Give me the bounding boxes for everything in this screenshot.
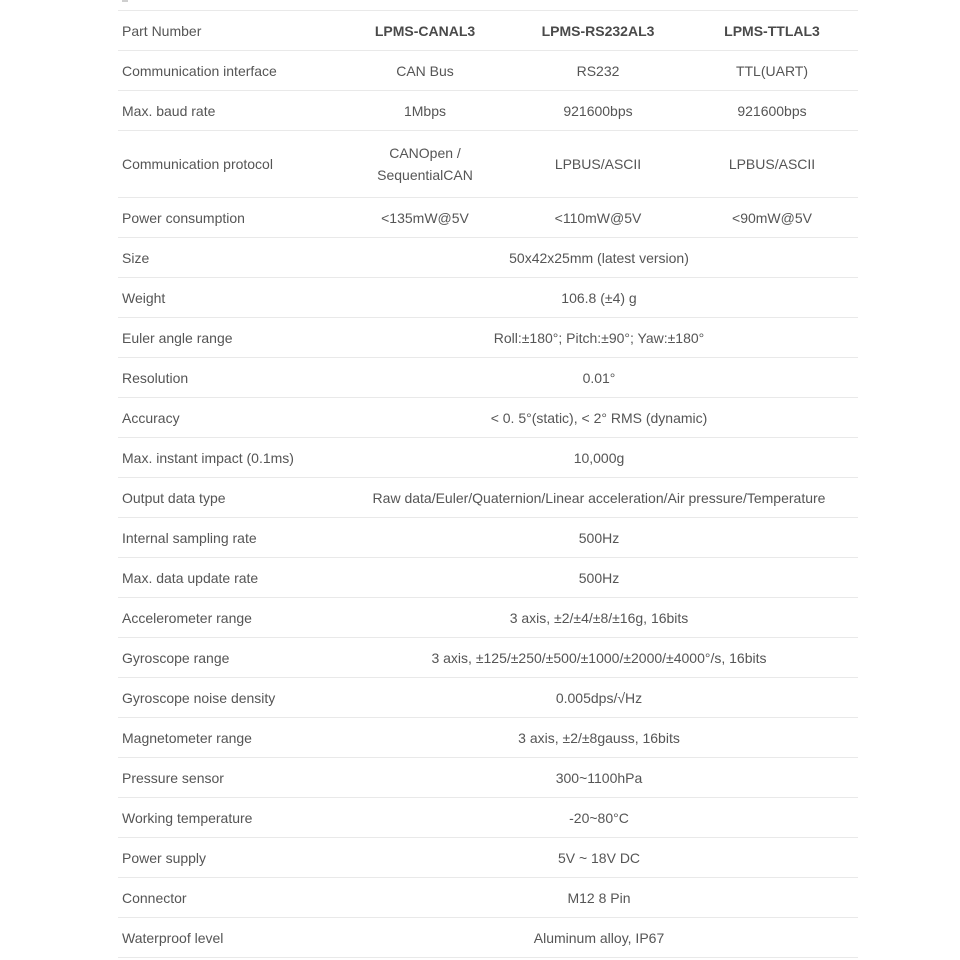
row-label: Max. baud rate: [122, 102, 216, 119]
row-value: < 0. 5°(static), < 2° RMS (dynamic): [490, 409, 708, 426]
row-value: 5V ~ 18V DC: [557, 849, 641, 866]
row-label: Power consumption: [122, 209, 245, 226]
table-row: [118, 358, 858, 398]
row-label: Magnetometer range: [122, 729, 252, 746]
row-value: 0.01°: [582, 369, 616, 386]
row-label: Euler angle range: [122, 329, 233, 346]
row-label: Max. data update rate: [122, 569, 259, 586]
row-value: <135mW@5V: [381, 209, 469, 226]
table-row: [118, 718, 858, 758]
model-name-rs232al3: LPMS-RS232AL3: [541, 22, 655, 39]
row-value: M12 8 Pin: [567, 889, 631, 906]
row-label: Gyroscope range: [122, 649, 230, 666]
row-label: Accelerometer range: [122, 609, 252, 626]
table-row: [118, 131, 858, 198]
table-row: [118, 438, 858, 478]
table-row: [118, 558, 858, 598]
row-value: Aluminum alloy, IP67: [533, 929, 665, 946]
row-label: Connector: [122, 889, 187, 906]
header-label: Part Number: [122, 22, 202, 39]
row-label: Waterproof level: [122, 929, 224, 946]
row-value: <110mW@5V: [554, 209, 642, 226]
row-label: Accuracy: [122, 409, 180, 426]
table-row: [118, 318, 858, 358]
table-row: [118, 878, 858, 918]
table-row: [118, 838, 858, 878]
table-row: [118, 278, 858, 318]
row-value: <90mW@5V: [732, 209, 812, 226]
row-value: 921600bps: [737, 102, 807, 119]
row-value: LPBUS/ASCII: [728, 156, 816, 172]
row-label: Max. instant impact (0.1ms): [122, 449, 294, 466]
row-value: 500Hz: [578, 529, 620, 546]
table-row: [118, 798, 858, 838]
table-row: [118, 678, 858, 718]
row-label: Power supply: [122, 849, 207, 866]
row-label: Output data type: [122, 489, 226, 506]
row-value: 3 axis, ±2/±4/±8/±16g, 16bits: [509, 609, 689, 626]
row-value: 0.005dps/√Hz: [555, 689, 643, 706]
table-row: [118, 638, 858, 678]
row-value: 500Hz: [578, 569, 620, 586]
row-label: Resolution: [122, 369, 189, 386]
row-value: Raw data/Euler/Quaternion/Linear acceleration/Air pressure/Temperature: [372, 489, 826, 506]
row-label: Gyroscope noise density: [122, 689, 276, 706]
row-value: 3 axis, ±2/±8gauss, 16bits: [518, 729, 680, 746]
row-label: Working temperature: [122, 809, 253, 826]
row-value: CAN Bus: [396, 62, 454, 79]
spec-table: [118, 10, 858, 958]
row-value: 106.8 (±4) g: [561, 289, 637, 306]
row-value: -20~80°C: [569, 809, 629, 826]
table-row: [118, 758, 858, 798]
table-row: [118, 91, 858, 131]
row-value: 300~1100hPa: [555, 769, 643, 786]
model-name-ttlal3: LPMS-TTLAL3: [724, 22, 820, 39]
row-value: 1Mbps: [403, 102, 447, 119]
row-label: Pressure sensor: [122, 769, 224, 786]
page-top-edge-mark: [122, 0, 128, 2]
table-row: [118, 478, 858, 518]
row-value: LPBUS/ASCII: [554, 156, 642, 172]
row-value: 10,000g: [573, 449, 625, 466]
table-row: [118, 598, 858, 638]
row-label: Size: [122, 249, 150, 266]
row-label: Communication interface: [122, 62, 277, 79]
row-value: CANOpen / SequentialCAN: [377, 145, 473, 183]
row-value: 921600bps: [563, 102, 633, 119]
row-label: Communication protocol: [122, 156, 273, 172]
model-name-canal3: LPMS-CANAL3: [374, 22, 476, 39]
table-row: [118, 918, 858, 958]
table-row: [118, 198, 858, 238]
table-row: [118, 51, 858, 91]
row-value: 50x42x25mm (latest version): [509, 249, 689, 266]
table-header-row: [118, 11, 858, 51]
table-row: [118, 238, 858, 278]
row-label: Weight: [122, 289, 166, 306]
table-row: [118, 398, 858, 438]
row-value: Roll:±180°; Pitch:±90°; Yaw:±180°: [493, 329, 705, 346]
row-value: TTL(UART): [735, 62, 809, 79]
row-label: Internal sampling rate: [122, 529, 257, 546]
table-row: [118, 518, 858, 558]
row-value: 3 axis, ±125/±250/±500/±1000/±2000/±4000°/s, 16bits: [431, 649, 767, 666]
row-value: RS232: [576, 62, 620, 79]
